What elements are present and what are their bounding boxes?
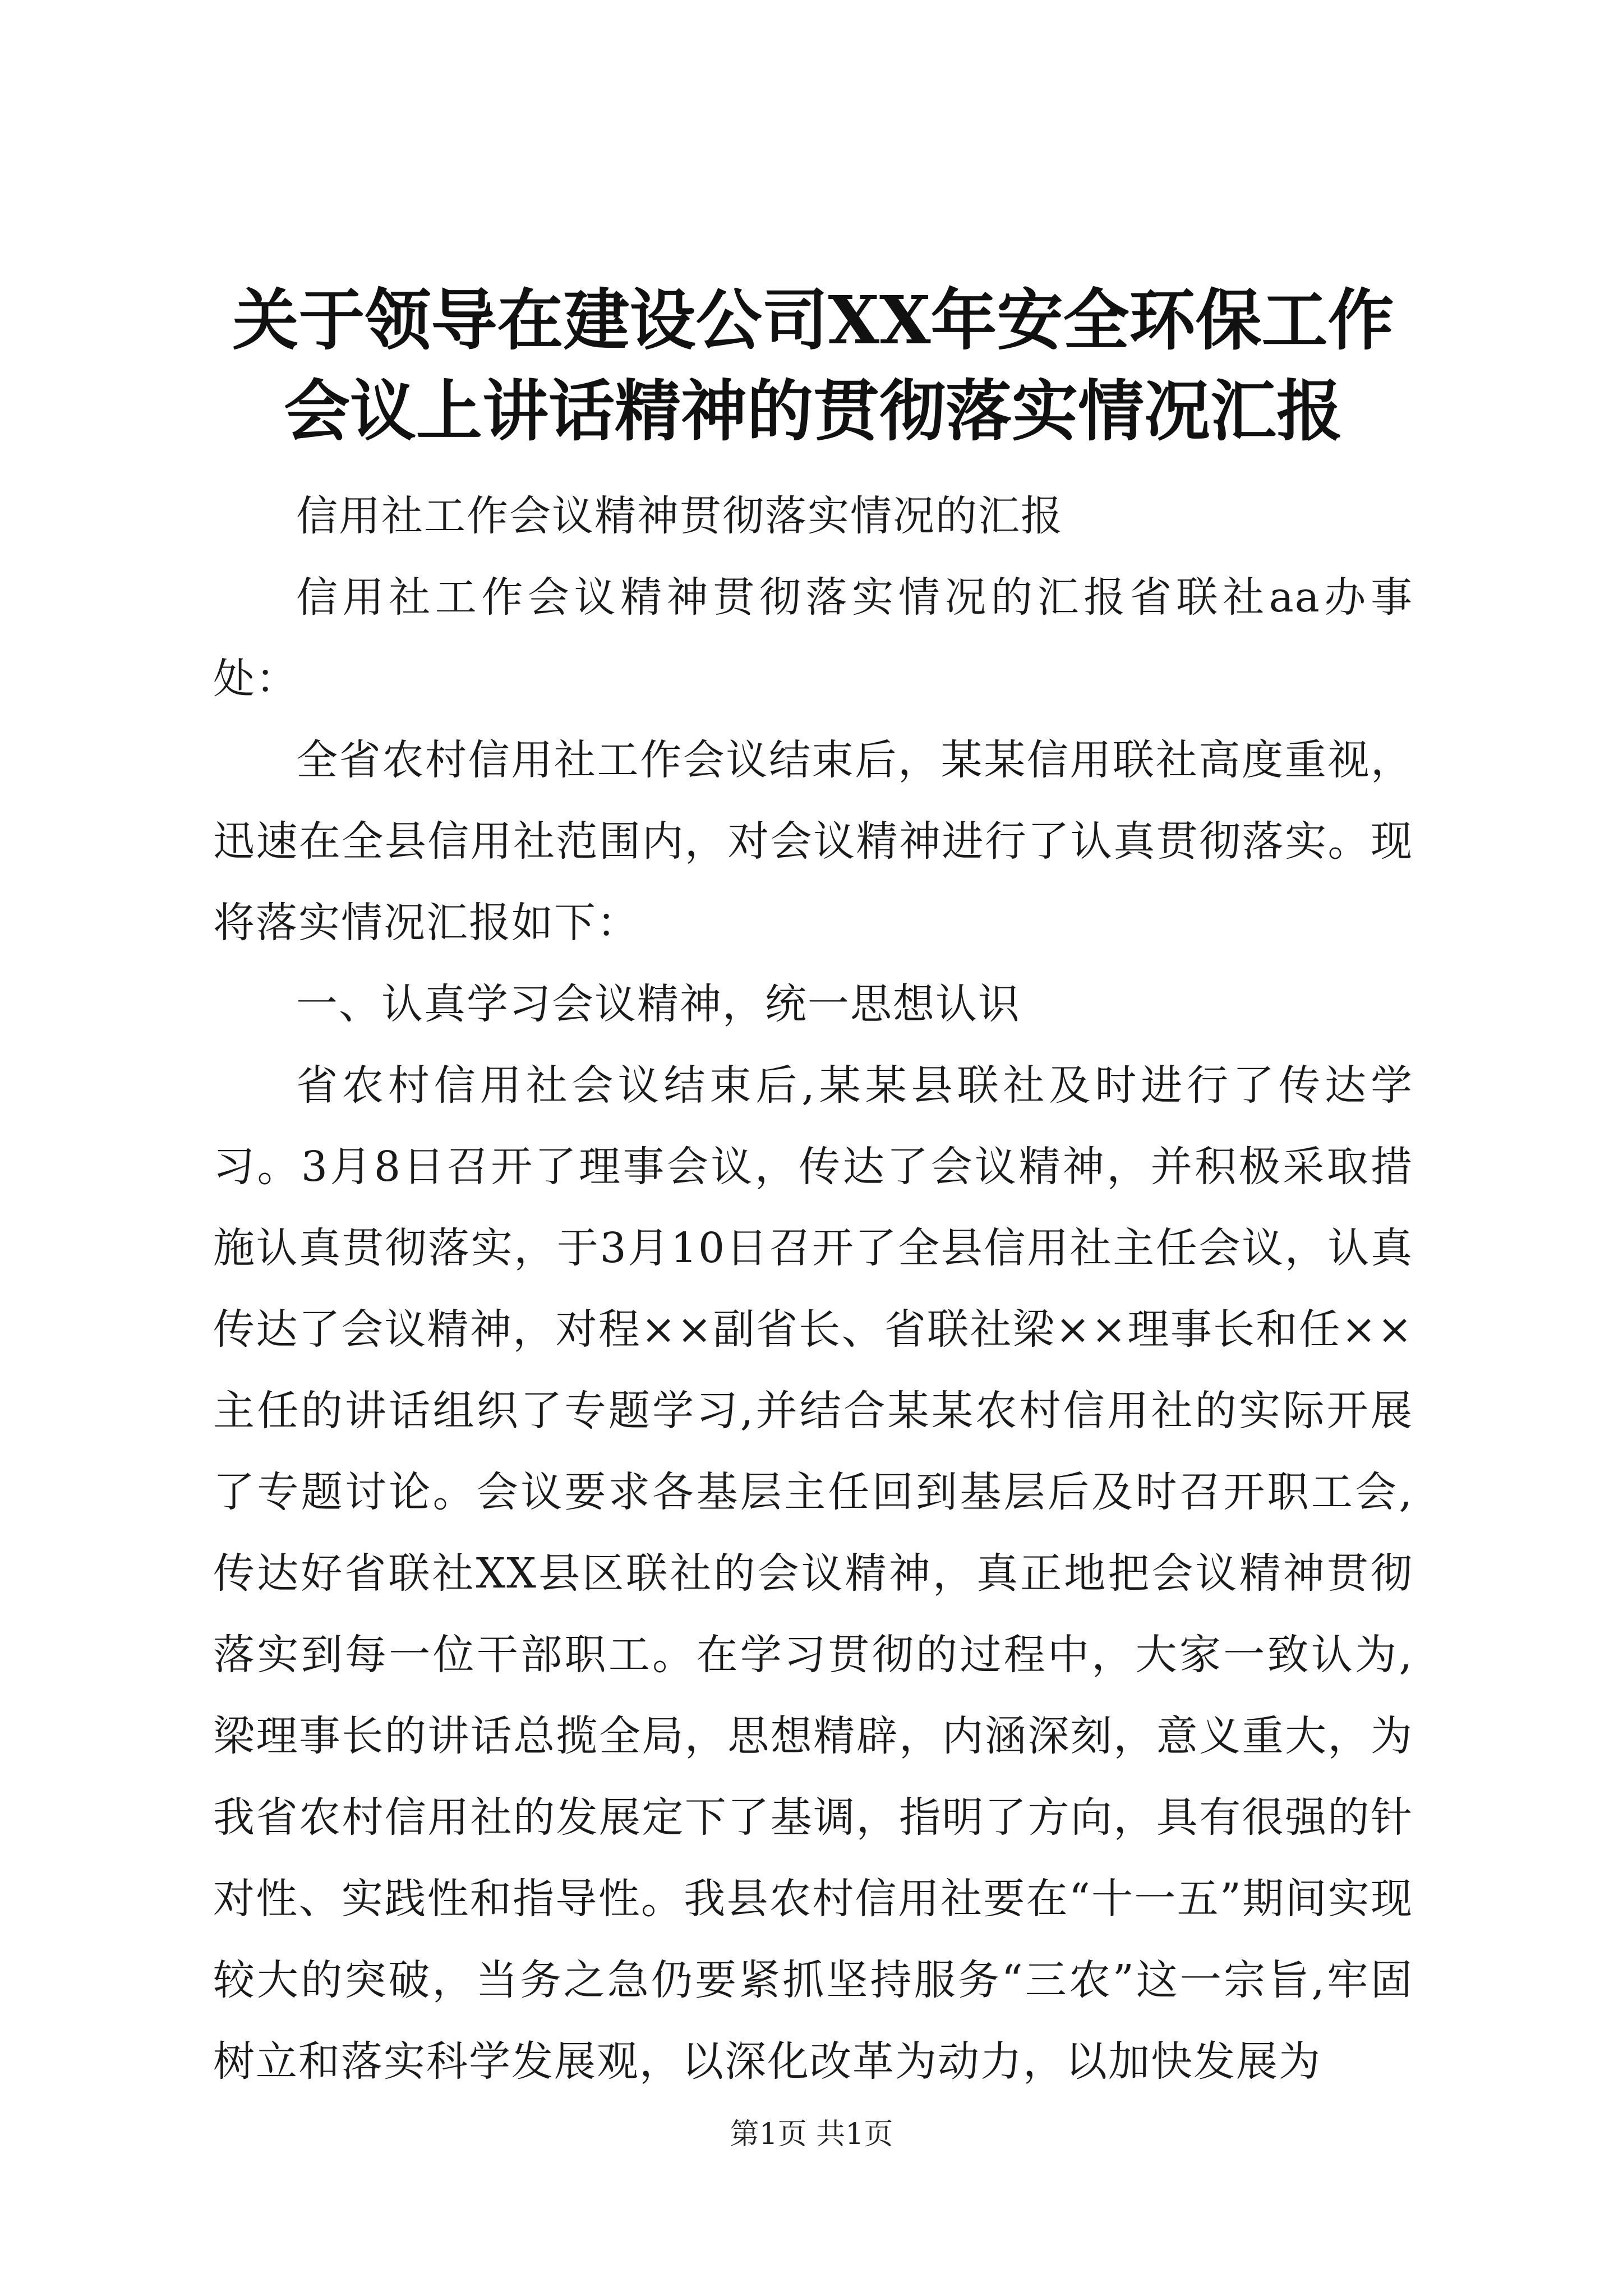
document-title: 关于领导在建设公司XX年安全环保工作会议上讲话精神的贯彻落实情况汇报 xyxy=(232,281,1394,450)
paragraph-subtitle: 信用社工作会议精神贯彻落实情况的汇报 xyxy=(296,492,1063,540)
paragraph-intro: 全省农村信用社工作会议结束后，某某信用联社高度重视，迅速在全县信用社范围内，对会议精神进行了认真贯彻落实。现将落实情况汇报如下： xyxy=(213,736,1413,947)
paragraph-section-1: 省农村信用社会议结束后,某某县联社及时进行了传达学习。3月8日召开了理事会议，传达了会议精神，并积极采取措施认真贯彻落实，于3月10日召开了全县信用社主任会议，认真传达了会议精神，对程××副省长、省联社梁××理事长和任××主任的讲话组织了专题学习,并结合某某农村信用社的实际开展了专题讨论。会议要求各基层主任回到基层后及时召开职工会,传达好省联社XX县区联社的会议精神，真正地把会议精神贯彻落实到每一位干部职工。在学习贯彻的过程中，大家一致认为,梁理事长的讲话总揽全局，思想精辟，内涵深刻，意义重大，为我省农村信用社的发展定下了基调，指明了方向，具有很强的针对性、实践性和指导性。我县农村信用社要在“十一五”期间实现较大的突破，当务之急仍要紧抓坚持服务“三农”这一宗旨,牢固树立和落实科学发展观，以深化改革为动力，以加快发展为 xyxy=(213,1061,1413,2086)
paragraph-addressee: 信用社工作会议精神贯彻落实情况的汇报省联社aa办事处： xyxy=(213,573,1413,703)
document-body xyxy=(213,476,1413,2102)
section-heading-1: 一、认真学习会议精神，统一思想认识 xyxy=(296,980,1021,1028)
page-footer: 第1页 共1页 xyxy=(730,2118,893,2151)
